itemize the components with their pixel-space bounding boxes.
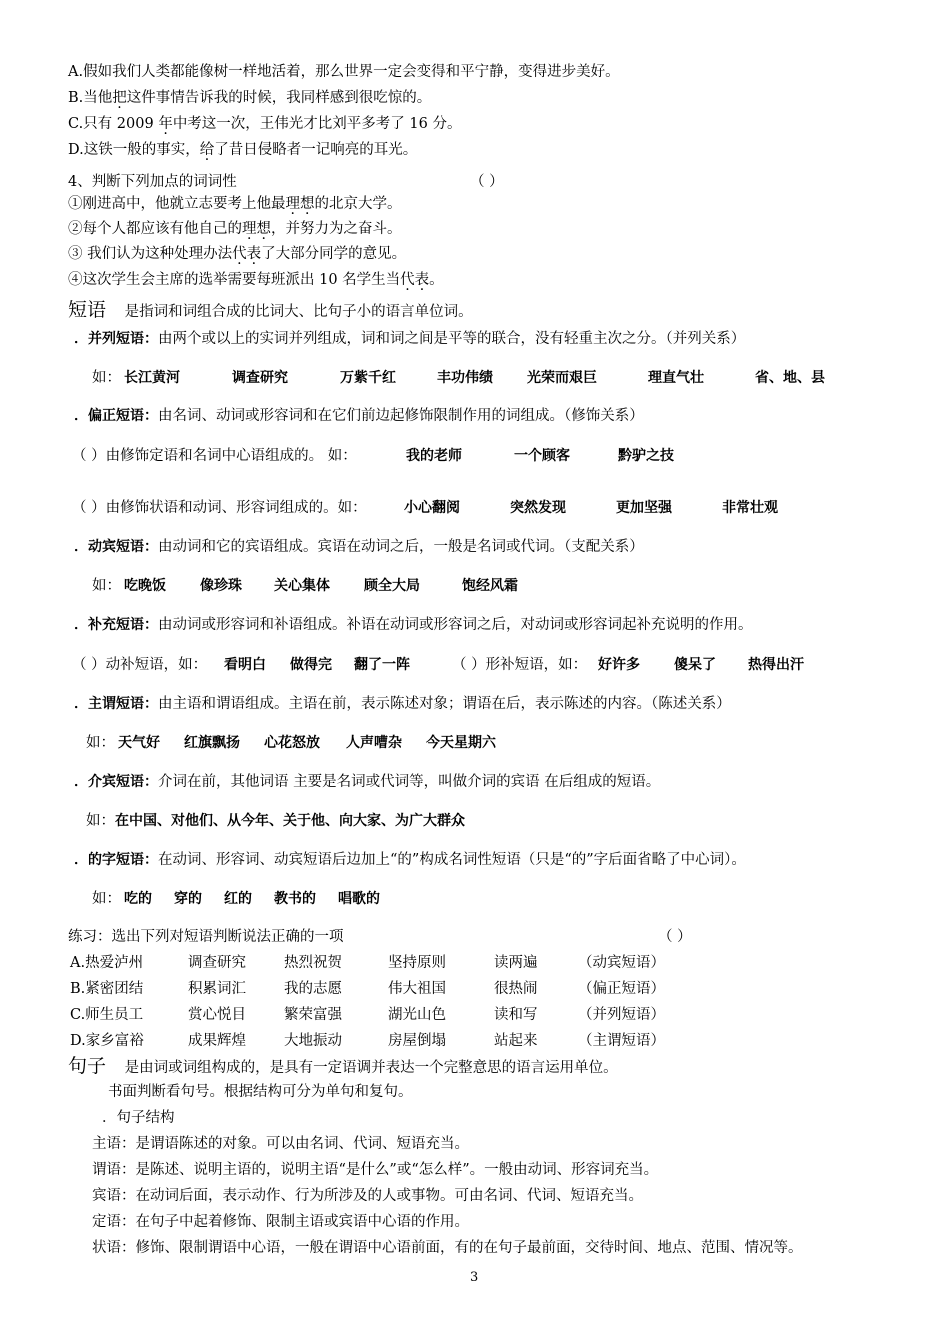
juzi-intro: 是由词或词组构成的，是具有一定语调并表达一个完整意思的语言运用单位。 xyxy=(124,1060,618,1076)
document-page: A.假如我们人类都能像树一样地活着，那么世界一定会变得和平宁静，变得进步美好。 B.当他把这件事情告诉我的时候，我同样感到很吃惊的。 C.只有 2009 年中考这一次，王伟光才比刘平多考了 16 分。 D.这铁一般的事实，给了昔日侵略者一记响亮的耳光。 4、判断下列加点的词词性 （ ） ①刚进高中，他就立志要考上他最理想的北京大学。 ②每个人都应该有他自己的理想，并努力为之奋斗。 ③ 我们认为这种处理办法代表了大部分同学的意见。 ④这次学生会主席的选举需要每班派出 10 名学生当代表。 短语 是指词和词组合成的比词大、比句子小的语言单位词。 ．并列短语：由两个或以上的实词并列组成，词和词之间是平等的联合，没有轻重主次之分。（并列关系） 如： 长江黄河 调查研究 万紫千红 丰功伟绩 光荣而艰巨 理直气壮 省、地、县 ．偏正短语：由名词、动词或形容词和在它们前边起修饰限制作用的词组成。（修饰关系） （ ）由修饰定语和名词中心语组成的。 如： 我的老师 一个顾客 黔驴之技 （ ）由修饰状语和动词、形容词组成的。如： 小心翻阅 突然发现 更加坚强 非常壮观 ．动宾短语：由动词和它的宾语组成。宾语在动词之后，一般是名词或代词。（支配关系） 如： 吃晚饭 像珍珠 关心集体 顾全大局 饱经风霜 ．补充短语：由动词或形容词和补语组成。补语在动词或形容词之后，对动词或形容词起补充说明的作用。 （ ）动补短语，如： 看明白 做得完 翻了一阵 （ ）形补短语，如： 好许多 傻呆了 热得出汗 ．主谓短语：由主语和谓语组成。主语在前，表示陈述对象；谓语在后，表示陈述的内容。（陈述关系） 如： 天气好 红旗飘扬 心花怒放 人声嘈杂 今天星期六 ．介宾短语：介词在前，其他词语 主要是名词或代词等，叫做介词的宾语 在后组成的短语。 如：在中国、对他们、从今年、关于他、向大家、为广大群众 ．的字短语：在动词、形容词、动宾短语后边加上“的”构成名词性短语（只是“的”字后面省略了中心词）。 如： 吃的 穿的 红的 教书的 唱歌的 练习：选出下列对短语判断说法正确的一项 （ ） A.热爱泸州 调查研究 热烈祝贺 坚持原则 读两遍 （动宾短语） B.紧密团结 积累词汇 我的志愿 伟大祖国 很热闹 （偏正短语） C.师生员工 赏心悦目 繁荣富强 湖光山色 读和写 （并列短语） D.家乡富裕 成果辉煌 大地振动 房屋倒塌 站起来 （主谓短语） 句子 是由词或词组构成的，是具有一定语调并表达一个完整意思的语言运用单位。 书面判断看句号。根据结构可分为单句和复句。 ．句子结构 主语：是谓语陈述的对象。可以由名词、代词、短语充当。 谓语：是陈述、说明主语的，说明主语“是什么”或“怎么样”。一般由动词、形容词充当。 宾语：在动词后面，表示动作、行为所涉及的人或事物。可由名词、代词、短语充当。 定语：在句子中起着修饰、限制主语或宾语中心语的作用。 状语：修饰、限制谓语中心语，一般在谓语中心语前面，有的在句子最前面，交待时间、地点、范围、情况等。 3 xyxy=(0,0,950,1344)
q4-item-4: ④这次学生会主席的选举需要每班派出 10 名学生当代表。 xyxy=(68,272,444,288)
jiebin-def: ．介宾短语：介词在前，其他词语 主要是名词或代词等，叫做介词的宾语 在后组成的短语。 xyxy=(74,774,661,790)
q4-answer-paren: （ ） xyxy=(470,174,504,190)
binglie-def: ．并列短语：由两个或以上的实词并列组成，词和词之间是平等的联合，没有轻重主次之分。（并列关系） xyxy=(74,331,746,347)
juzi-line2: 书面判断看句号。根据结构可分为单句和复句。 xyxy=(108,1084,413,1100)
page-number: 3 xyxy=(470,1270,479,1285)
jiebin-examples: 如：在中国、对他们、从今年、关于他、向大家、为广大群众 xyxy=(86,813,465,829)
def-predicate: 谓语：是陈述、说明主语的，说明主语“是什么”或“怎么样”。一般由动词、形容词充当。 xyxy=(92,1162,659,1178)
practice-answer-paren: （ ） xyxy=(658,929,692,945)
q4-item-1: ①刚进高中，他就立志要考上他最理想的北京大学。 xyxy=(68,196,402,212)
dezi-def: ．的字短语：在动词、形容词、动宾短语后边加上“的”构成名词性短语（只是“的”字后面省略了中心词）。 xyxy=(74,852,746,868)
option-a: A.假如我们人类都能像树一样地活着，那么世界一定会变得和平宁静，变得进步美好。 xyxy=(68,64,620,80)
practice-row-c: C.师生员工 赏心悦目 繁荣富强 湖光山色 读和写 （并列短语） xyxy=(70,1007,665,1023)
juzi-structure: ．句子结构 xyxy=(102,1110,175,1126)
def-subject: 主语：是谓语陈述的对象。可以由名词、代词、短语充当。 xyxy=(92,1136,469,1152)
option-d: D.这铁一般的事实，给了昔日侵略者一记响亮的耳光。 xyxy=(68,142,418,158)
pianzheng-def: ．偏正短语：由名词、动词或形容词和在它们前边起修饰限制作用的词组成。（修饰关系） xyxy=(74,408,644,424)
juzi-heading: 句子 xyxy=(68,1055,107,1077)
q4-item-3: ③ 我们认为这种处理办法代表了大部分同学的意见。 xyxy=(68,246,407,262)
duanyu-intro: 是指词和词组合成的比词大、比句子小的语言单位词。 xyxy=(124,304,473,320)
duanyu-heading-line xyxy=(68,298,473,324)
option-c: C.只有 2009 年中考这一次，王伟光才比刘平多考了 16 分。 xyxy=(68,116,462,132)
practice-title: 练习：选出下列对短语判断说法正确的一项 xyxy=(68,929,344,945)
q4-item-2: ②每个人都应该有他自己的理想，并努力为之奋斗。 xyxy=(68,221,402,237)
zhuwei-def: ．主谓短语：由主语和谓语组成。主语在前，表示陈述对象；谓语在后，表示陈述的内容。（陈述关系） xyxy=(74,696,731,712)
q4-title: 4、判断下列加点的词词性 xyxy=(68,174,237,190)
def-attribute: 定语：在句子中起着修饰、限制主语或宾语中心语的作用。 xyxy=(92,1214,469,1230)
option-b: B.当他把这件事情告诉我的时候，我同样感到很吃惊的。 xyxy=(68,90,432,106)
def-object: 宾语：在动词后面，表示动作、行为所涉及的人或事物。可由名词、代词、短语充当。 xyxy=(92,1188,643,1204)
duanyu-heading: 短语 xyxy=(68,299,107,321)
practice-row-a: A.热爱泸州 调查研究 热烈祝贺 坚持原则 读两遍 （动宾短语） xyxy=(70,955,665,971)
practice-row-b: B.紧密团结 积累词汇 我的志愿 伟大祖国 很热闹 （偏正短语） xyxy=(70,981,665,997)
dongbin-def: ．动宾短语：由动词和它的宾语组成。宾语在动词之后，一般是名词或代词。（支配关系） xyxy=(74,539,644,555)
buchong-def: ．补充短语：由动词或形容词和补语组成。补语在动词或形容词之后，对动词或形容词起补充说明的作用。 xyxy=(74,617,753,633)
practice-row-d: D.家乡富裕 成果辉煌 大地振动 房屋倒塌 站起来 （主谓短语） xyxy=(70,1033,665,1049)
juzi-heading-line xyxy=(68,1054,618,1080)
def-adverbial: 状语：修饰、限制谓语中心语，一般在谓语中心语前面，有的在句子最前面，交待时间、地点、范围、情况等。 xyxy=(92,1240,803,1256)
